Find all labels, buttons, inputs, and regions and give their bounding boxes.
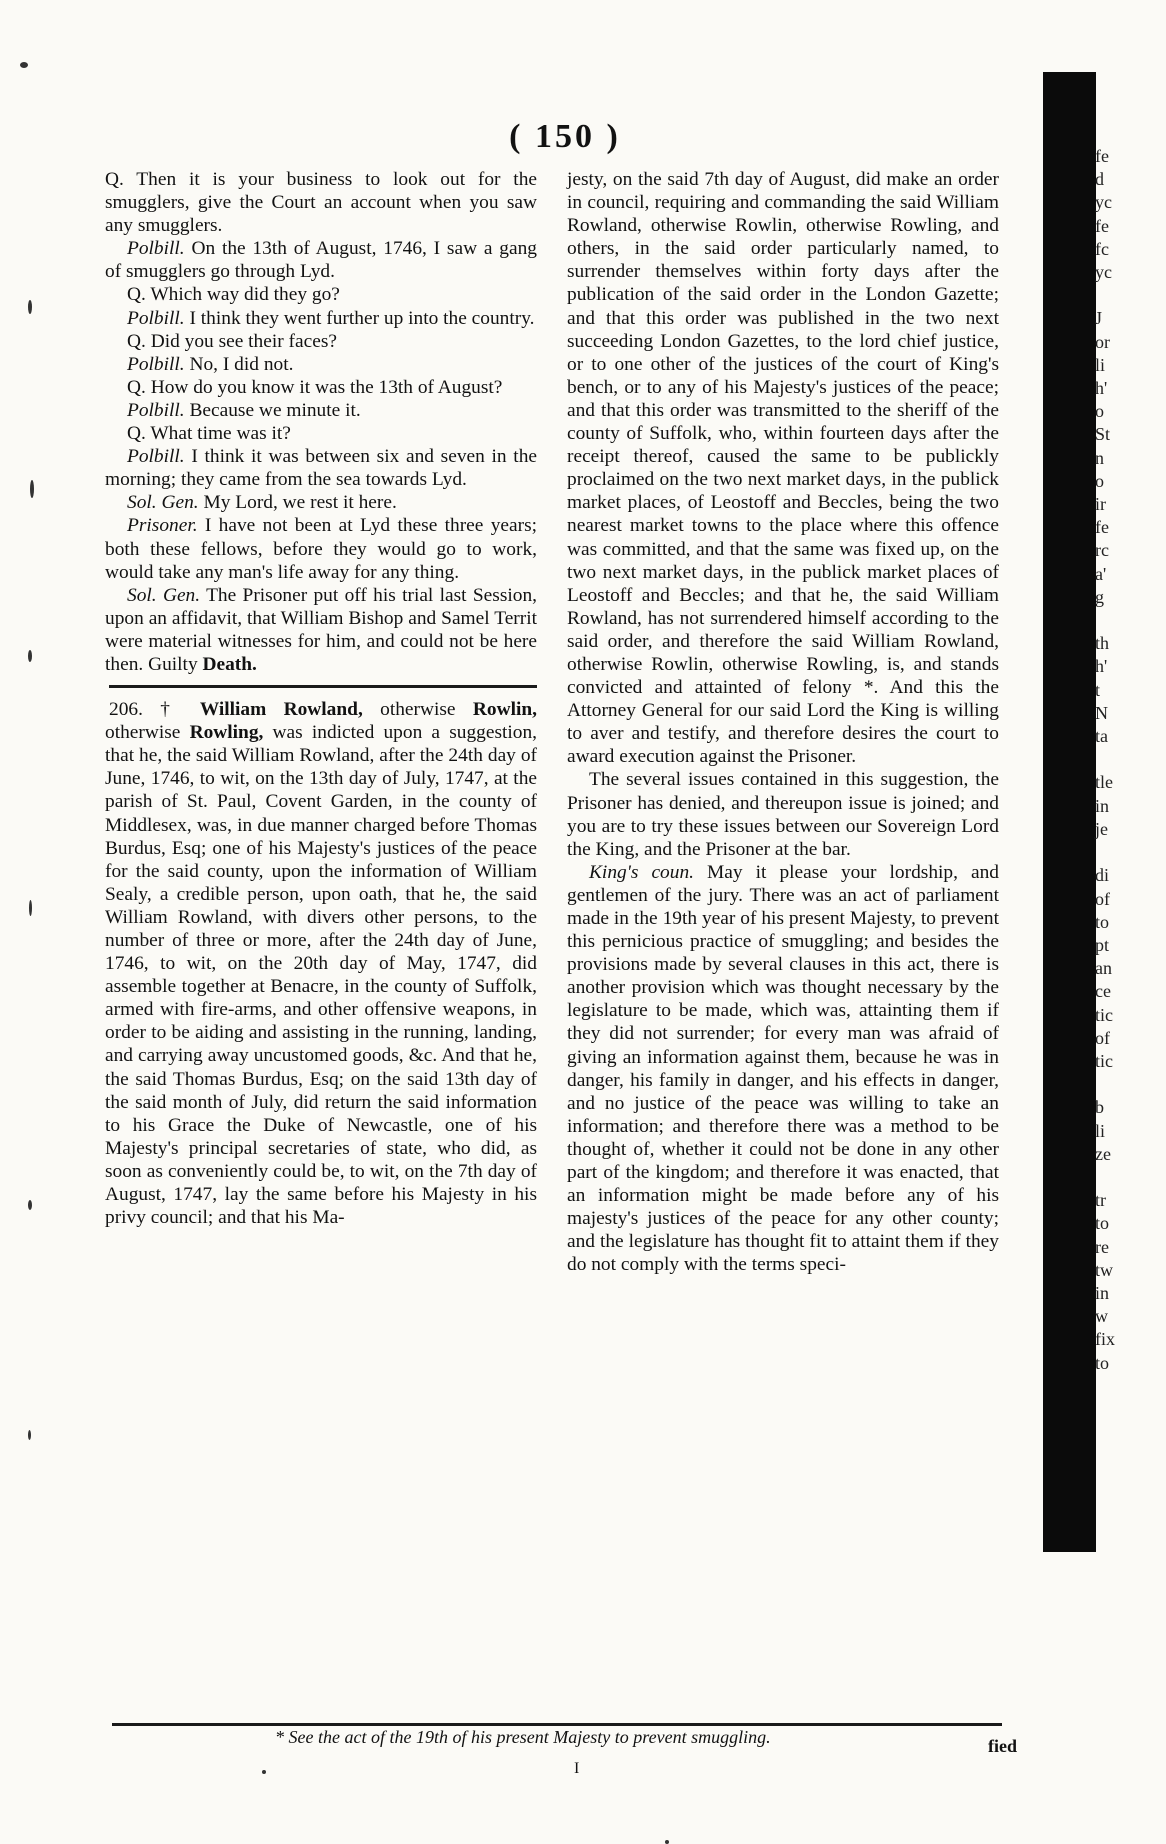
speck [262, 1770, 266, 1774]
right-column [567, 168, 999, 1277]
page-number: ( 150 ) [509, 118, 621, 155]
text: Because we minute it. [184, 399, 361, 421]
paragraph [105, 237, 537, 283]
text: Q. Which way did they go? [127, 284, 340, 306]
case-name: William Rowland, [199, 699, 363, 721]
speaker: Polbill. [127, 353, 185, 375]
speck [20, 62, 28, 68]
text: Q. Then it is your business to look out for the smugglers, give the Court an account when you saw any smugglers. [105, 169, 537, 237]
speck [28, 300, 32, 314]
paragraph [105, 283, 537, 306]
footnote: * See the act of the 19th of his present Majesty to prevent smuggling. [275, 1727, 771, 1747]
text: Q. How do you know it was the 13th of August? [127, 376, 503, 398]
paragraph [567, 861, 999, 1277]
case-paragraph [105, 698, 537, 1229]
section-divider [109, 685, 537, 688]
speck [30, 480, 34, 498]
speaker: Polbill. [127, 238, 185, 260]
text: On the 13th of August, 1746, I saw a gang of smugglers go through Lyd. [105, 238, 537, 283]
speaker: Sol. Gen. [127, 492, 199, 514]
text: May it please your lordship, and gentlemen of the jury. There was an act of parliament made in the 19th year of his present Majesty, to prevent this pernicious practice of smuggling; and besides the provisions made by several clauses in this act, there is another provision which was thought necessary by the legislature to be made, which was, attainting them if they did not surrender; for every man was afraid of giving an information against them, because he was in danger, his family in danger, and his effects in danger, and no justice of the peace was willing to take an information; and therefore there was a method to be thought of, whether it could not be done in any other part of the kingdom; and therefore it was enacted, that an information might be made before any of his majesty's justices of the peace for any other county; and the legislature has thought fit to attaint them if they do not comply with the terms speci- [567, 861, 999, 1276]
paragraph [105, 307, 537, 330]
alias-prefix: otherwise [362, 699, 473, 721]
case-number: 206. † [109, 699, 183, 721]
paragraph [105, 491, 537, 514]
case-alias: Rowlin, [472, 699, 537, 721]
paragraph [105, 584, 537, 676]
case-text: was indicted upon a suggestion, that he, the said William Rowland, after the 24th day of June, 1746, to wit, on the 13th day of July, 1747, at the parish of St. Paul, Covent Garden, in the county of Middlesex, was, in due manner charged before Thomas Burdus, Esq; one of his Majesty's justices of the peace for the said county, upon the information of William Sealy, a credible person, upon oath, that he, the said William Rowland, with divers other persons, to the number of three or more, after the 24th day of June, 1746, to wit, on the 20th day of May, 1747, did assemble together at Benacre, in the county of Suffolk, armed with fire-arms, and other offensive weapons, in order to be aiding and assisting in the running, landing, and carrying away uncustomed goods, &c. And that he, the said Thomas Burdus, Esq; on the said 13th day of the said month of July, did return the said information to his Grace the Duke of Newcastle, one of his Majesty's principal secretaries of state, who did, as soon as conveniently could be, to wit, on the 7th day of August, 1747, lay the same before his Majesty in his privy council; and that his Ma- [105, 722, 538, 1229]
speck [28, 650, 32, 662]
speck [29, 900, 32, 916]
case-alias: Rowling, [189, 722, 264, 744]
text: I have not been at Lyd these three years; both these fellows, before they would go to work, would take any man's life away for any thing. [105, 515, 537, 583]
verdict: Death. [202, 653, 257, 675]
text: My Lord, we rest it here. [198, 492, 397, 514]
speaker: Polbill. [127, 399, 185, 421]
speaker: Polbill. [127, 307, 185, 329]
text: I think it was between six and seven in the morning; they came from the sea towards Lyd. [105, 446, 537, 491]
paragraph [105, 514, 537, 583]
paragraph [105, 330, 537, 353]
text: No, I did not. [184, 353, 294, 375]
bleed-through-text: fe d yc fe fc yc J or li h' o St n o ir fe rc a' g th h' t N ta tle in je di of to pt an ce tic of tic b li ze tr to re tw in w fix to [1095, 146, 1115, 1373]
speck [665, 1840, 669, 1844]
paragraph: The several issues contained in this suggestion, the Prisoner has denied, and thereupon issue is joined; and you are to try these issues between our Sovereign Lord the King, and the Prisoner at the bar. [567, 769, 999, 860]
paragraph [105, 353, 537, 376]
text: Q. Did you see their faces? [127, 330, 337, 352]
catchword: fied [988, 1736, 1017, 1756]
speaker: Polbill. [127, 446, 185, 468]
footnote-rule [112, 1723, 1002, 1726]
paragraph [105, 422, 537, 445]
paragraph [105, 168, 537, 237]
speaker: Sol. Gen. [127, 584, 201, 606]
speaker: Prisoner. [127, 515, 198, 537]
binding-shadow [1043, 72, 1096, 1552]
speck [28, 1430, 31, 1440]
text: I think they went further up into the country. [184, 307, 535, 329]
text: The Prisoner put off his trial last Session, upon an affidavit, that William Bishop and Samel Territ were material witnesses for him, and could not be here then. Guilty [105, 584, 537, 675]
paragraph [105, 399, 537, 422]
text: Q. What time was it? [127, 423, 291, 445]
paragraph [105, 376, 537, 399]
signature-mark: I [574, 1760, 580, 1777]
speaker: King's coun. [589, 861, 694, 883]
paragraph [105, 445, 537, 491]
alias-prefix: otherwise [105, 722, 190, 744]
paragraph: jesty, on the said 7th day of August, did make an order in council, requiring and commanding the said William Rowland, otherwise Rowlin, otherwise Rowling, and others, in the said order particularly named, to surrender themselves within forty days after the publication of the said order in the London Gazette; and that this order was published in the two next succeeding London Gazettes, to the lord chief justice, or to one other of the justices of the court of King's bench, or to any of his Majesty's justices of the peace; and that this order was transmitted to the sheriff of the county of Suffolk, who, within fourteen days after the receipt thereof, caused the same to be publickly proclaimed on the two next market days, in the publick market places, of Leostoff and Beccles, being the two nearest market towns to the place where this offence was committed, and that the same was fixed up, on the two next market days, in the publick market places of Leostoff and Beccles; and that he, the said William Rowland, has not surrendered himself according to the said order, and therefore the said William Rowland, otherwise Rowlin, otherwise Rowling, is, and stands convicted and attainted of felony *. And this the Attorney General for our said Lord the King is willing to aver and testify, and therefore desires the court to award execution against the Prisoner. [567, 169, 999, 768]
speck [28, 1200, 32, 1210]
left-column [105, 168, 537, 1229]
